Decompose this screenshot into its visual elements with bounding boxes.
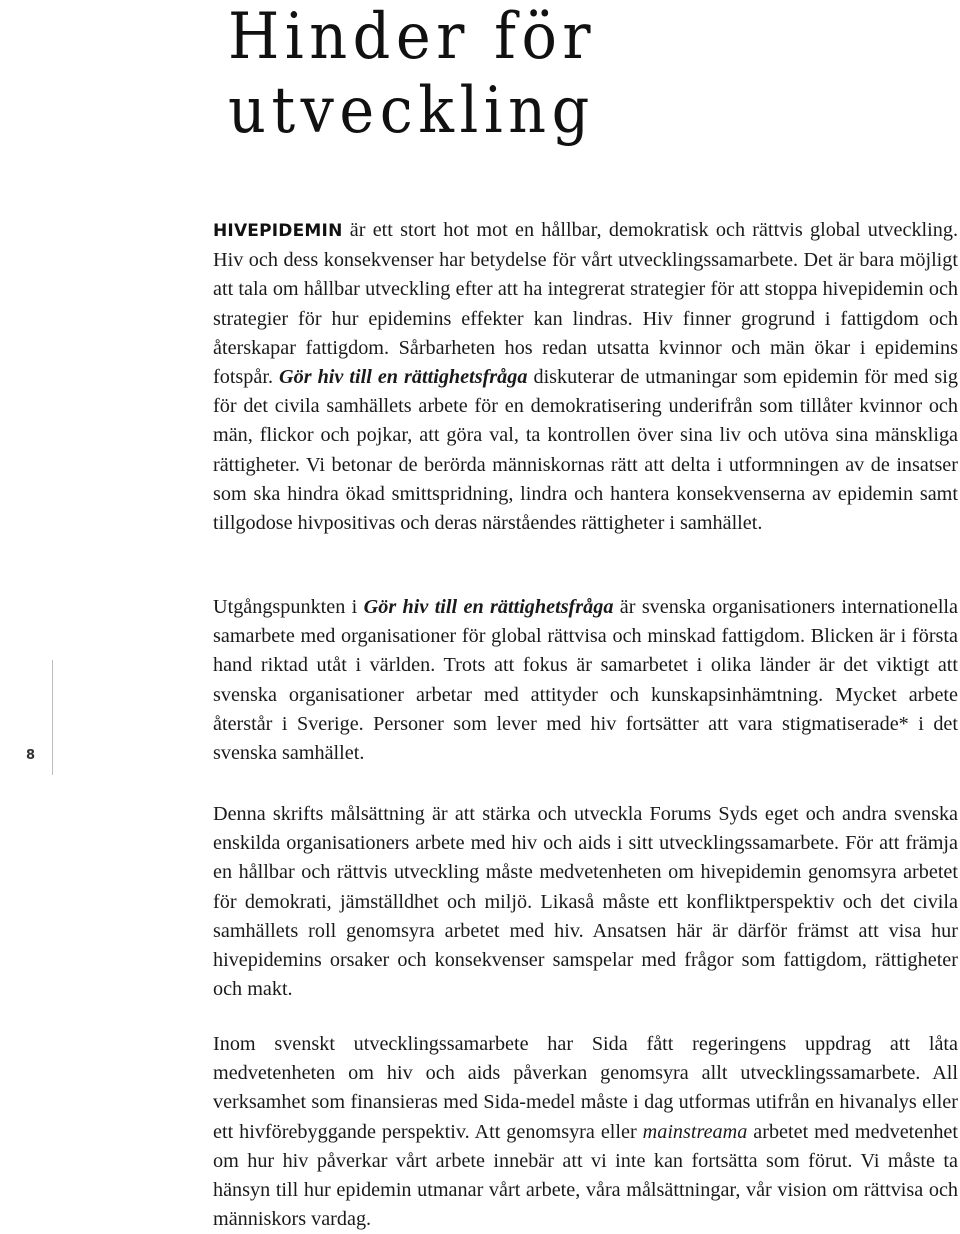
publication-title-emphasis: Gör hiv till en rättighetsfråga	[363, 596, 614, 618]
paragraph-aim: Denna skrifts målsättning är att stärka och utveckla Forums Syds eget och andra svenska enskilda organisationers arbete med hiv och aids i sitt utvecklingssamarbete. För att främja en hållbar och rättvis utveckling måste medvetenheten om hivepidemin genomsyra arbetet för demokrati, jämställdhet och miljö. Likaså måste ett konfliktperspektiv och det civila samhällets roll genomsyra arbetet med hiv. Ansatsen här är därför främst att visa hur hivepidemins orsaker och konsekvenser samspelar med frågor som fattigdom, rättigheter och makt.	[213, 803, 958, 1001]
paragraph-starting-point	[213, 593, 958, 768]
page-number-rule	[52, 660, 53, 775]
paragraph-sida	[213, 1030, 958, 1234]
paragraph-intro-text-1: är ett stort hot mot en hållbar, demokratisk och rättvis global utveckling. Hiv och dess konsekvenser har betydelse för vårt utvecklingssamarbete. Det är bara möjligt att tala om hållbar utveckling efter att ha integrerat strategier för att stoppa hivepidemin och strategier för hur epidemins effekter kan lindras. Hiv finner grogrund i fattigdom och återskapar fattigdom. Sårbarheten hos redan utsatta kvinnor och män ökar i epidemins fotspår.	[213, 219, 958, 389]
page-title: Hinder för utveckling	[228, 0, 597, 148]
publication-title-emphasis: Gör hiv till en rättighetsfråga	[279, 366, 528, 389]
paragraph-intro	[213, 216, 958, 538]
mainstreama-emphasis: mainstreama	[642, 1120, 748, 1143]
paragraph-starting-point-text-1: Utgångspunkten i	[213, 596, 364, 618]
paragraph-sida-text-1: Inom svenskt utvecklingssamarbete har Sida fått regeringens uppdrag att låta medvetenheten om hiv och aids påverkan genomsyra allt utvecklingssamarbete. All verksamhet som finansieras med Sida-medel måste i dag utformas utifrån en hivanalys eller ett hivförebyggande perspektiv. Att genomsyra eller	[213, 1033, 958, 1143]
page-number: 8	[26, 748, 36, 763]
paragraph-intro-text-2: diskuterar de utmaningar som epidemin för med sig för det civila samhällets arbete för en demokratisering underifrån som tillåter kvinnor och män, flickor och pojkar, att göra val, ta kontrollen över sina liv och utöva sina mänskliga rättigheter. Vi betonar de berörda människornas rätt att delta i utformningen av de insatser som ska hindra ökad smittspridning, lindra och hantera konsekvenserna av epidemin samt tillgodose hivpositivas och deras närståendes rättigheter i samhället.	[213, 366, 958, 535]
paragraph-sida-text-2: arbetet med medvetenhet om hur hiv påverkar vårt arbete innebär att vi inte kan fortsätta som förut. Vi måste ta hänsyn till hur epidemin utmanar vårt arbete, våra målsättningar, vår vision om rättvisa och människors vardag.	[213, 1120, 958, 1231]
lead-word: HIVEPIDEMIN	[213, 221, 343, 241]
paragraph-starting-point-text-2: är svenska organisationers internationella samarbete med organisationer för global rättvisa och minskad fattigdom. Blicken är i första hand riktad utåt i världen. Trots att fokus är samarbetet i olika länder är det viktigt att svenska organisationer arbetar med attityder och kunskapsinhämtning. Mycket arbete återstår i Sverige. Personer som lever med hiv fortsätter att vara stigmatiserade* i det svenska samhället.	[213, 596, 959, 765]
